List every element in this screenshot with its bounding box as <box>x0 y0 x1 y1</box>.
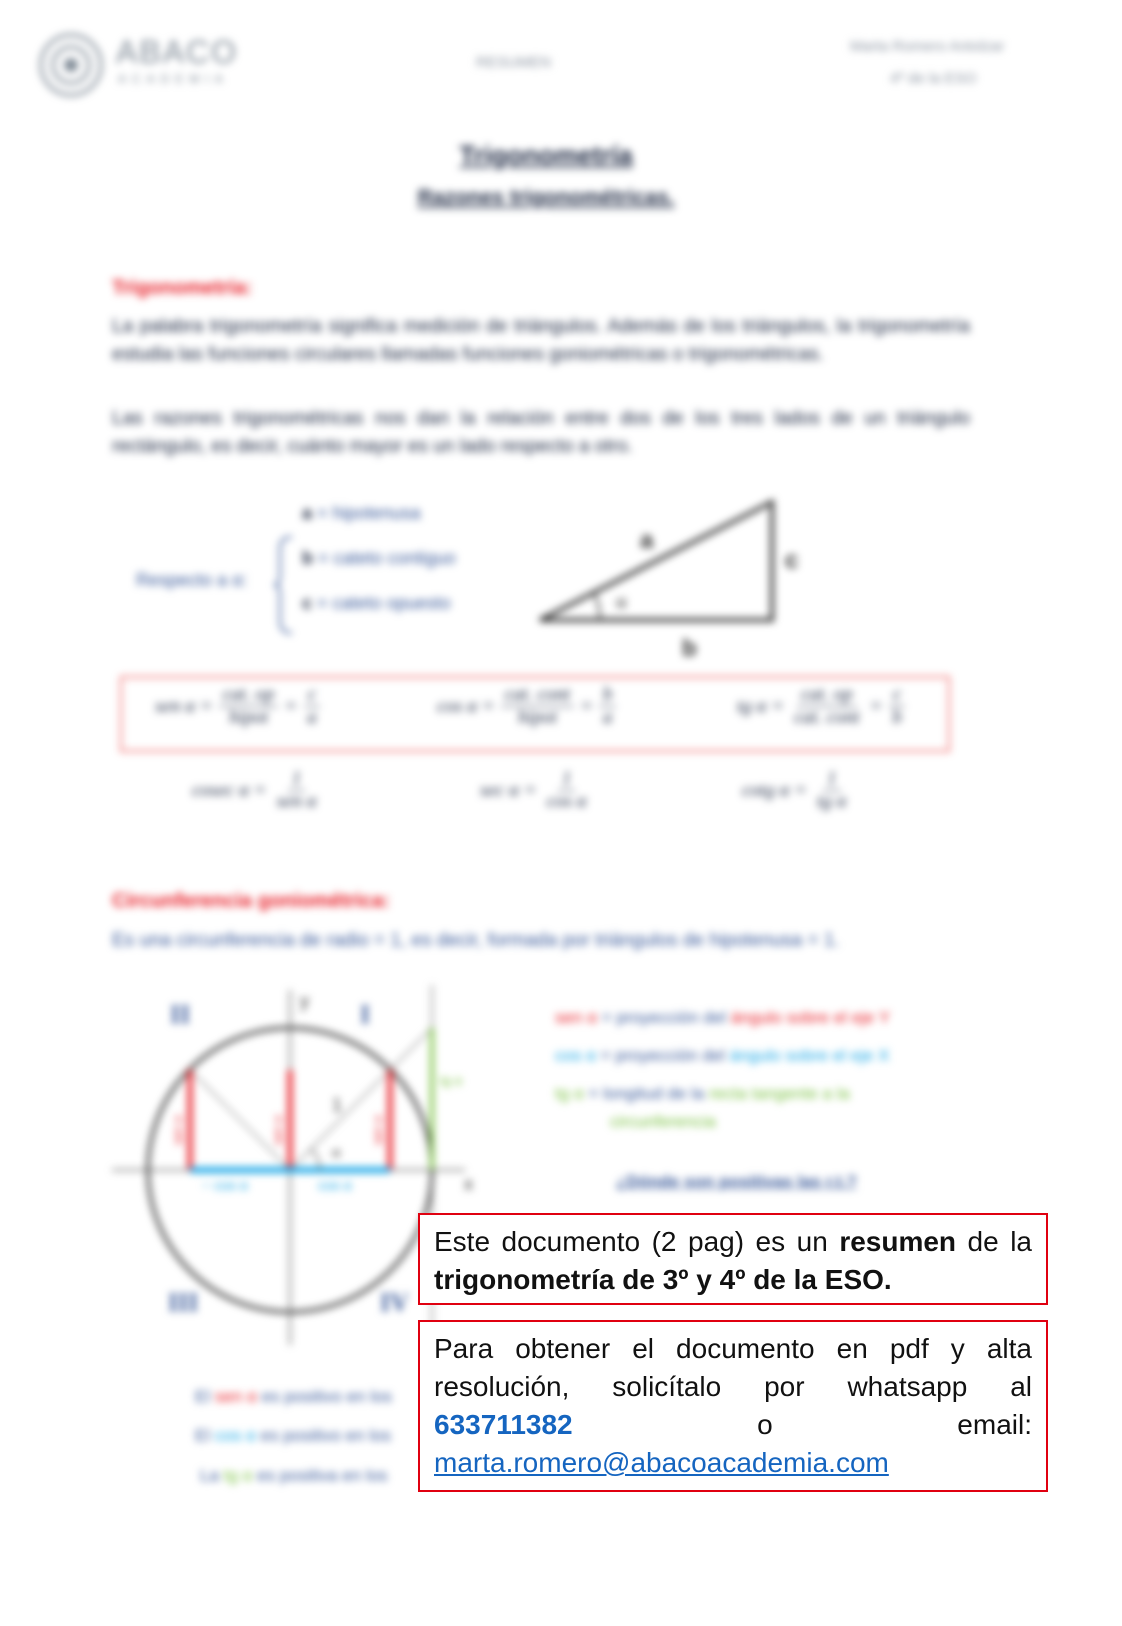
bottom-sen-b: sen α <box>214 1387 257 1406</box>
contact-text-2: o email: <box>572 1409 1032 1440</box>
tg-frac2 <box>888 684 906 729</box>
legend-sen <box>555 1008 890 1028</box>
cotg-den: tg α <box>817 791 847 812</box>
bottom-line-cos <box>195 1426 391 1446</box>
positive-question: ¿Dónde son positivas las r.t.? <box>616 1172 857 1191</box>
tg-num2: c <box>889 684 905 707</box>
radius-extension <box>390 1028 432 1070</box>
logo-subtext: ACADEMIA <box>118 72 229 86</box>
brace-icon <box>272 535 296 635</box>
bottom-cos-a: El <box>195 1426 211 1445</box>
cotg-lhs: cotg α = <box>742 779 808 801</box>
sen-den2: a <box>307 707 317 728</box>
legend-tg-b: = longitud de la <box>588 1084 705 1103</box>
respecto-a-text: = hipotenusa <box>317 503 421 523</box>
x-axis-label: x <box>464 1174 473 1194</box>
cosec-frac <box>273 768 321 813</box>
cos-frac2 <box>599 684 617 729</box>
legend-tg-a: tg α <box>555 1084 584 1103</box>
cosec-num: 1 <box>288 768 306 791</box>
sen-label-axis: sen α <box>271 1115 285 1145</box>
quadrant-IV: IV <box>380 1288 409 1317</box>
tg-den2: b <box>892 707 902 728</box>
page-title: Trigonometría <box>459 140 633 170</box>
header-course: 4º de la ESO <box>890 70 977 87</box>
quadrant-III: III <box>168 1288 199 1317</box>
sec-lhs: sec α = <box>480 779 537 801</box>
sen-den: hipot <box>228 707 269 728</box>
section-heading-trigonometria: Trigonometría: <box>112 277 253 299</box>
contact-email-link[interactable]: marta.romero@abacoacademia.com <box>434 1447 889 1478</box>
section-heading-circunferencia: Circunferencia goniométrica: <box>112 890 390 912</box>
bottom-line-sen <box>195 1387 392 1407</box>
legend-cos <box>555 1046 890 1066</box>
legend-cos-a: cos α <box>555 1046 597 1065</box>
summary-text-2: de la <box>956 1226 1032 1257</box>
bottom-cos-b: cos α <box>214 1426 256 1445</box>
formula-sec <box>480 768 597 813</box>
logo-text: ABACO <box>116 34 239 70</box>
bottom-sen-c: es positivo en los <box>261 1387 392 1406</box>
triangle-shape <box>540 502 772 620</box>
summary-text-bold-1: resumen <box>839 1226 957 1257</box>
sen-lhs: sen α = <box>155 695 213 717</box>
bottom-tg-a: La <box>200 1466 219 1485</box>
sen-label-q1: sen α <box>371 1115 385 1145</box>
section1-paragraph-2: Las razones trigonométricas nos dan la relación entre dos de los tres lados de un triángulo rectángulo, es decir, cuánto mayor es un lado respecto a otro. <box>112 408 970 457</box>
bottom-line-tg <box>200 1466 388 1486</box>
legend-sen-b: = proyección del <box>601 1008 726 1027</box>
logo <box>36 30 239 100</box>
section2-paragraph-1: Es una circunferencia de radio = 1, es decir, formada por triángulos de hipotenusa = 1. <box>112 930 840 951</box>
cosec-lhs: cosec α = <box>192 779 267 801</box>
respecto-item-a <box>302 503 421 524</box>
legend-tg <box>555 1084 850 1104</box>
tg-den: cat. cont <box>794 707 860 728</box>
respecto-b-letter: b <box>302 548 313 568</box>
cos-eq: = <box>580 695 593 717</box>
tg-num: cat. op <box>797 684 857 707</box>
bottom-tg-b: tg α <box>223 1466 253 1485</box>
legend-cos-b: = proyección del <box>600 1046 726 1065</box>
cos-label: cos α <box>318 1177 352 1193</box>
sen-eq: = <box>284 695 298 717</box>
legend-sen-a: sen α <box>555 1008 597 1027</box>
formula-cos <box>437 684 622 729</box>
header-author: Marta Romero Antolzar <box>850 38 1005 55</box>
legend-cos-c: ángulo sobre el eje X <box>729 1046 890 1065</box>
legend-tg-c: recta tangente a la <box>709 1084 850 1103</box>
sec-den: cos α <box>546 791 587 812</box>
sec-frac <box>543 768 591 813</box>
contact-notice-box <box>418 1320 1048 1492</box>
bottom-sen-a: El <box>195 1387 211 1406</box>
cotg-num: 1 <box>823 768 841 791</box>
summary-notice-box <box>418 1213 1048 1305</box>
cos-num2: b <box>599 684 617 707</box>
cos-frac <box>501 684 574 729</box>
cosec-den: sen α <box>276 791 317 812</box>
contact-text-1: Para obtener el documento en pdf y alta resolución, solicítalo por whatsapp al <box>434 1333 1032 1402</box>
triangle-side-c: c <box>785 547 799 574</box>
summary-text-1: Este documento (2 pag) es un <box>434 1226 840 1257</box>
respecto-item-c <box>302 593 451 614</box>
triangle-side-a: a <box>640 527 654 554</box>
bottom-cos-c: es positivo en los <box>260 1426 392 1445</box>
cos-num: cat. cont <box>501 684 574 707</box>
tg-label: tg α <box>440 1073 462 1088</box>
angle-arc <box>594 593 600 620</box>
triangle-side-b: b <box>682 635 697 662</box>
quadrant-I: I <box>360 1000 371 1029</box>
formula-sen <box>155 684 327 729</box>
y-axis-label: y <box>300 991 309 1011</box>
cos-den: hipot <box>517 707 557 728</box>
triangle-angle: α <box>616 591 627 613</box>
respecto-item-b <box>302 548 456 569</box>
section1-paragraph-1: La palabra trigonometría significa medición de triángulos. Además de los triángulos, la trigonometría estudia las funciones circulares llamadas funciones goniométricas o trigonométricas. <box>112 316 970 365</box>
angle-label: α <box>332 1144 341 1161</box>
right-triangle-diagram <box>530 490 820 670</box>
sen-frac2 <box>303 684 321 729</box>
sen-num: cat. op <box>219 684 279 707</box>
sen-num2: c <box>304 684 320 707</box>
page-subtitle: Razones trigonométricas. <box>417 186 675 209</box>
formula-cosec <box>192 768 327 813</box>
alpha-arc <box>311 1149 320 1170</box>
neg-cos-label: − cos α <box>202 1177 248 1193</box>
tg-frac <box>790 684 863 729</box>
sen-label-q2: sen α <box>171 1115 185 1145</box>
sec-num: 1 <box>558 768 576 791</box>
tg-lhs: tg α = <box>737 695 785 717</box>
bottom-tg-c: es positiva en los <box>257 1466 388 1485</box>
header-center: RESUMEN <box>476 54 552 71</box>
cotg-frac <box>813 768 851 813</box>
respecto-b-text: = cateto contiguo <box>318 548 456 568</box>
summary-text-bold-2: trigonometría de 3º y 4º de la ESO. <box>434 1264 892 1295</box>
formula-tg <box>737 684 912 729</box>
quadrant-II: II <box>170 1000 191 1029</box>
formula-cotg <box>742 768 857 813</box>
logo-emblem-icon <box>36 30 106 100</box>
radius-label: 1 <box>332 1095 343 1115</box>
respecto-a-letter: a <box>302 503 313 523</box>
legend-sen-c: ángulo sobre el eje Y <box>730 1008 891 1027</box>
cos-den2: a <box>602 707 613 728</box>
cos-lhs: cos α = <box>437 695 495 717</box>
sen-frac <box>219 684 279 729</box>
legend-tg-d: circunferencia <box>610 1112 716 1131</box>
contact-phone-link[interactable]: 633711382 <box>434 1409 573 1440</box>
respecto-label: Respecto a α: <box>136 570 248 590</box>
respecto-c-letter: c <box>302 593 313 613</box>
respecto-c-text: = cateto opuesto <box>317 593 451 613</box>
tg-eq: = <box>869 695 883 717</box>
